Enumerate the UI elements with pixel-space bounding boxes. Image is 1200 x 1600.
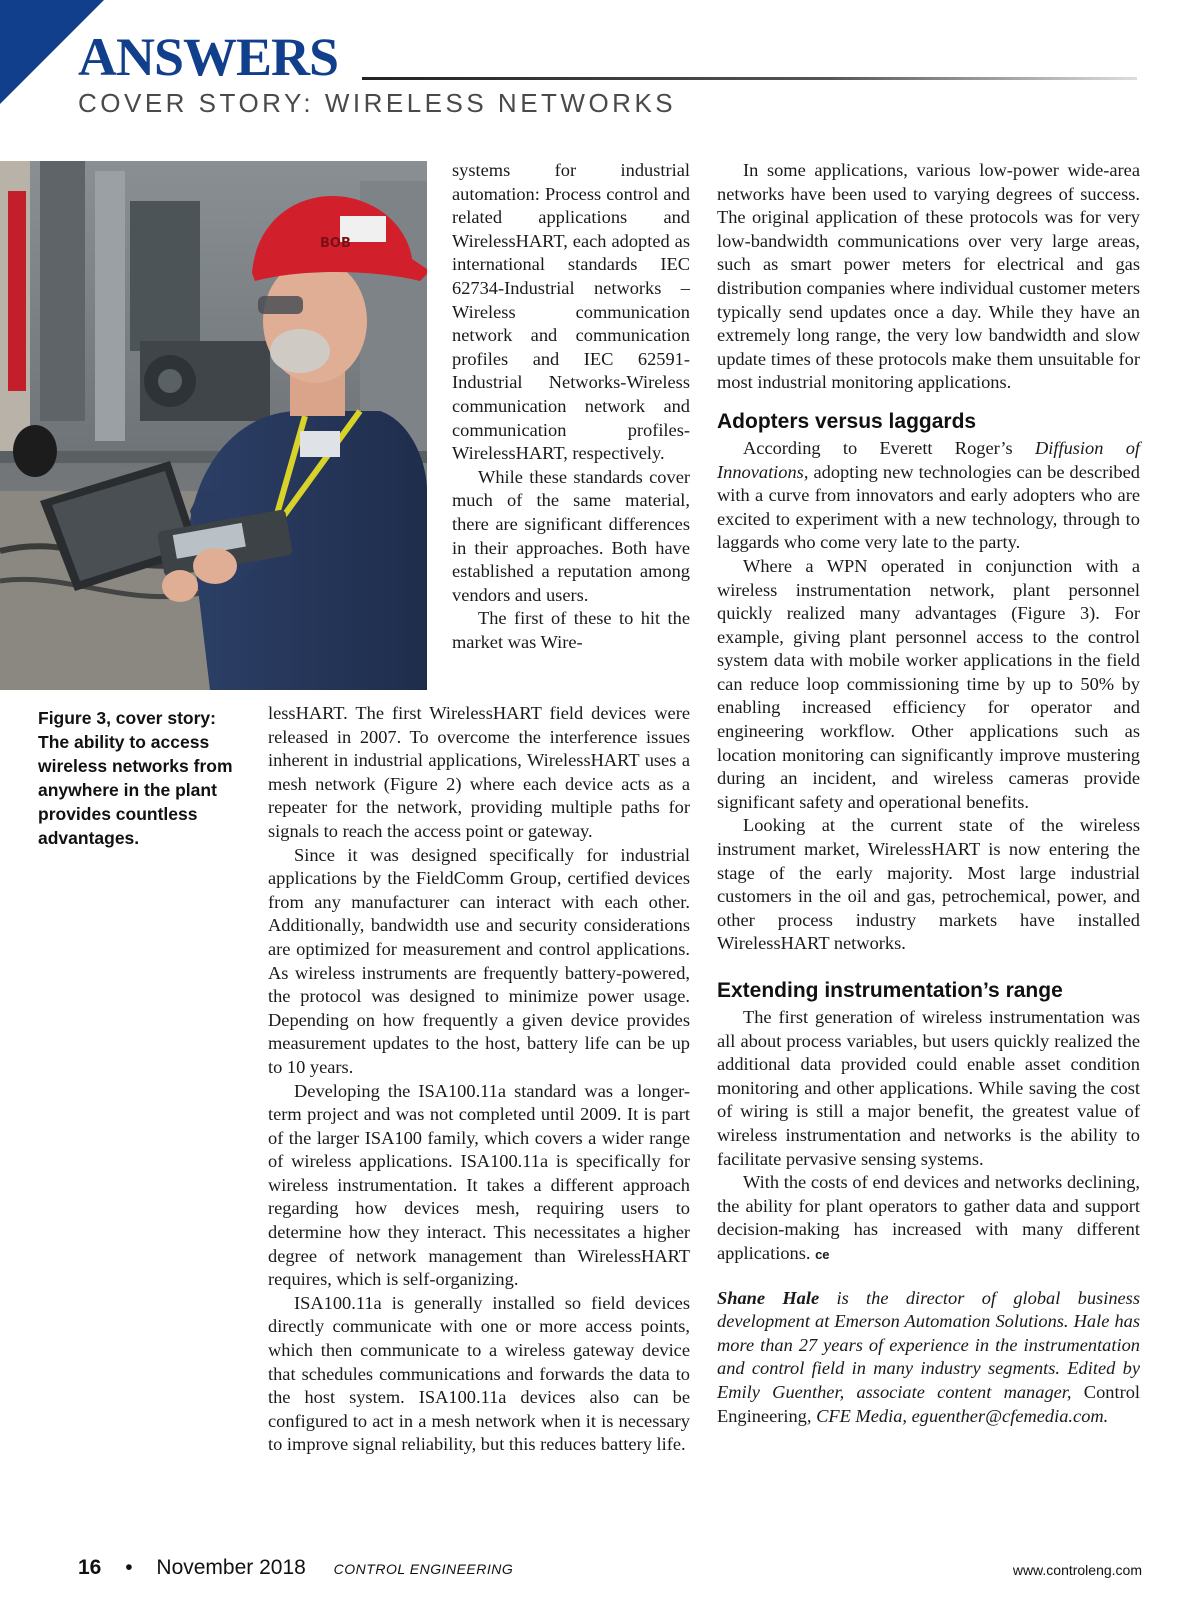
end-mark: ce (815, 1246, 830, 1262)
footer-left (78, 1556, 513, 1580)
article-column-middle-top (452, 159, 690, 654)
paragraph: The first generation of wireless instrumentation was all about process variables, but users quickly realized the additional data provided could enable asset condition monitoring and other applications. While saving the cost of wiring is still a major benefit, the greatest value of wireless instrumentation and networks is the ability to facilitate pervasive sensing systems. (717, 1007, 1140, 1169)
section-subtitle: COVER STORY: WIRELESS NETWORKS (78, 88, 677, 118)
page-number: 16 (78, 1556, 102, 1579)
helmet-label: BOB (320, 236, 351, 251)
worker-photo (0, 161, 427, 690)
header-rule (362, 77, 1137, 80)
paragraph: Developing the ISA100.11a standard was a longer-term project and was not completed until 2009. It is part of the larger ISA100 family, which covers a wider range of wireless applications. ISA100.11a is specifically for wireless instrumentation. It takes a different approach regarding how devices mesh, requiring users to determine how they interact. This necessitates a higher degree of network management than WirelessHART requires, which is self-organizing. (268, 1080, 690, 1290)
text-run: According to Everett Roger’s (743, 437, 1035, 458)
text-run: , adopting new technologies can be described with a curve from innovators and early adopters who are excited to experiment with a new technology, through to laggards who come very late to the party. (717, 461, 1140, 553)
paragraph: Since it was designed specifically for industrial applications by the FieldComm Group, certified devices from any manufacturer can interact with each other. Additionally, bandwidth use and security considerations are optimized for measurement and control applications. As wireless instruments are frequently battery-powered, the protocol was designed to minimize power usage. Depending on how frequently a given device provides measurement updates to the host, battery life can be up to 10 years. (268, 844, 690, 1077)
author-name: Shane Hale (717, 1287, 820, 1308)
issue-date: November 2018 (156, 1556, 306, 1579)
section-title: ANSWERS (78, 27, 339, 87)
subhead-extending: Extending instrumentation’s range (717, 979, 1063, 1002)
paragraph (717, 437, 1140, 555)
magazine-name: CONTROL ENGINEERING (333, 1561, 514, 1577)
text-run: , CFE Media, eguenther@cfemedia.com. (806, 1405, 1109, 1426)
article-column-middle-bottom (268, 702, 690, 1457)
paragraph: The first of these to hit the market was Wire- (452, 608, 690, 652)
figure-caption: Figure 3, cover story: The ability to access wireless networks from anywhere in the plant provides countless advantages. (38, 708, 233, 848)
paragraph: lessHART. The first WirelessHART field devices were released in 2007. To overcome the interference issues inherent in industrial applications, WirelessHART uses a mesh network (Figure 2) where each device acts as a repeater for the network, providing multiple paths for signals to reach the access point or gateway. (268, 703, 690, 841)
author-bio (717, 1287, 1140, 1429)
paragraph: ISA100.11a is generally installed so field devices directly communicate with one or more access points, which then communicate to a wireless gateway device that schedules communications and forwards the data to the host system. ISA100.11a devices also can be configured to act in a mesh network when it is necessary to improve signal reliability, but this reduces battery life. (268, 1292, 690, 1455)
subhead-adopters: Adopters versus laggards (717, 409, 977, 433)
paragraph: systems for industrial automation: Process control and related applications and WirelessHART, each adopted as international standards IEC 62734-Industrial networks – Wireless communication network and communication profiles and IEC 62591-Industrial Networks-Wireless communication network and communication profiles-WirelessHART, respectively. (452, 160, 690, 464)
article-column-right (717, 159, 1140, 1428)
book-title: Diffusion of Innovations (717, 437, 1140, 482)
text-run: is the director of global business development at Emerson Automation Solutions. Hale has more than 27 years of experience in the instrumentation and control field in many industry segments. Edited by Emily Guenther, associate content manager, (717, 1287, 1140, 1402)
footer-url[interactable]: www.controleng.com (1012, 1562, 1142, 1578)
paragraph: Where a WPN operated in conjunction with a wireless instrumentation network, plant personnel quickly realized many advantages (Figure 3). For example, giving plant personnel access to the control system data with mobile worker applications in the field can reduce loop commissioning time by up to 50% by enabling increased efficiency for operator and engineering workflow. Other applications such as location monitoring can significantly improve mustering during an incident, and wireless cameras provide significant safety and operational benefits. (717, 555, 1140, 812)
paragraph: Looking at the current state of the wireless instrument market, WirelessHART is now entering the stage of the early majority. Most large industrial customers in the oil and gas, petrochemical, power, and other process industry markets have installed WirelessHART networks. (717, 815, 1140, 954)
paragraph: While these standards cover much of the same material, there are significant differences in their approaches. Both have established a reputation among vendors and users. (452, 466, 690, 605)
paragraph (717, 1171, 1140, 1266)
text-run: With the costs of end devices and networks declining, the ability for plant operators to gather data and support decision-making has increased with many different applications. (717, 1172, 1140, 1263)
publication-name: Control Engineering (717, 1381, 1140, 1426)
footer-bullet: • (125, 1556, 133, 1579)
paragraph: In some applications, various low-power wide-area networks have been used to varying degrees of success. The original application of these protocols was for very low-bandwidth communications over very large areas, such as smart power meters for electrical and gas distribution companies where individual customer meters typically send updates once a day. While they have an extremely long range, the very low bandwidth and slow update times of these protocols make them unsuitable for most industrial monitoring applications. (717, 160, 1140, 393)
